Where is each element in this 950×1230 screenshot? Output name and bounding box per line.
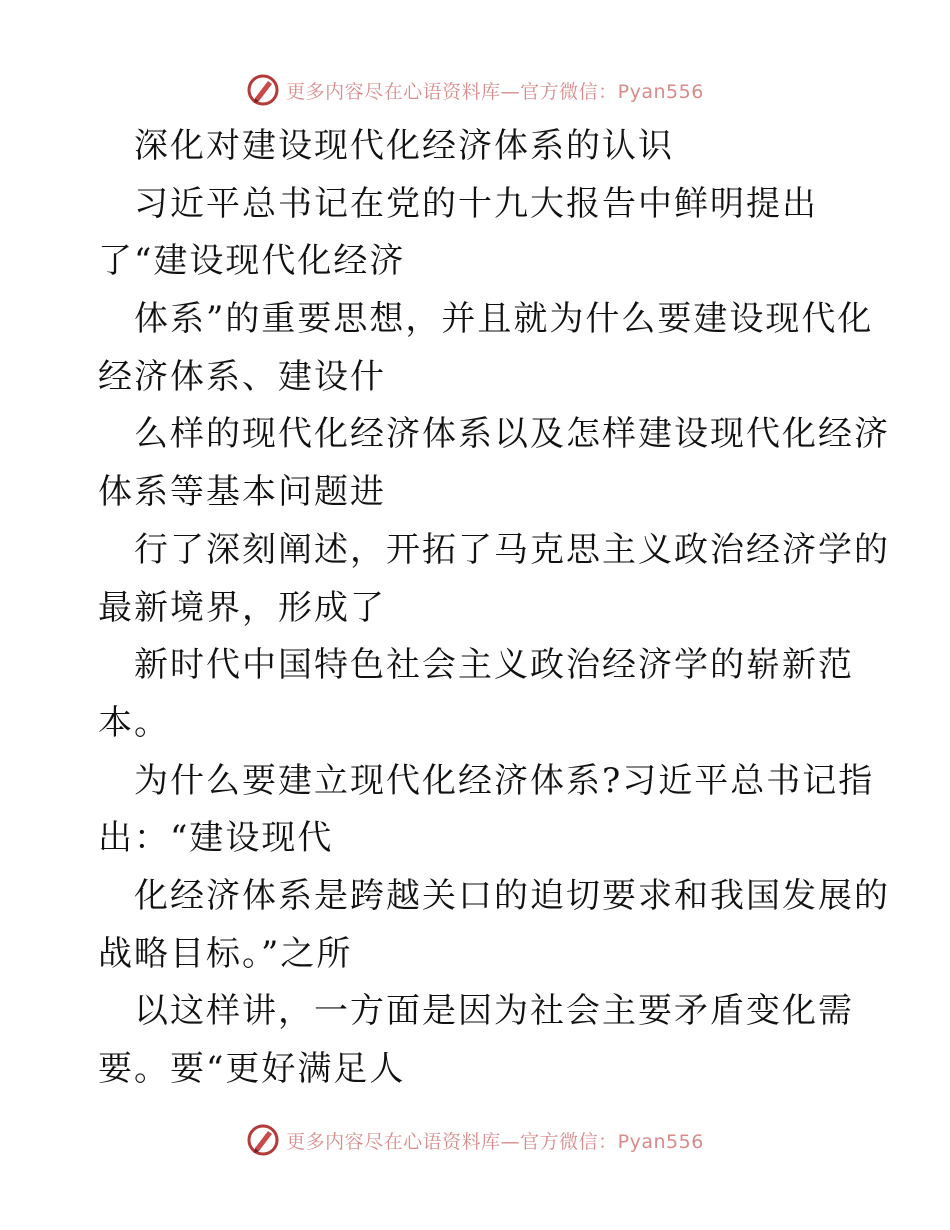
text-line: 为什么要建立现代化经济体系?习近平总书记指 — [134, 760, 875, 801]
pen-logo-icon — [246, 73, 280, 107]
text-line: 了“建设现代化经济 — [98, 241, 406, 282]
text-line: 以这样讲，一方面是因为社会主要矛盾变化需 — [134, 991, 854, 1032]
title-line: 深化对建设现代化经济体系的认识 — [134, 126, 674, 166]
text-line: 最新境界，形成了 — [98, 587, 386, 628]
footer-text: 更多内容尽在心语资料库—官方微信：Pyan556 — [286, 1130, 704, 1153]
document-body — [98, 118, 890, 1099]
text-line: 出：“建设现代 — [98, 818, 334, 859]
header-banner — [0, 70, 950, 110]
text-line: 么样的现代化经济体系以及怎样建设现代化经济 — [134, 414, 890, 455]
text-line: 要。要“更好满足人 — [98, 1049, 406, 1089]
text-line: 体系等基本问题进 — [98, 472, 386, 513]
text-line: 本。 — [98, 702, 170, 743]
text-line: 经济体系、建设什 — [98, 356, 386, 397]
text-line: 体系”的重要思想，并且就为什么要建设现代化 — [134, 299, 874, 340]
footer-banner — [0, 1120, 950, 1160]
text-line: 化经济体系是跨越关口的迫切要求和我国发展的 — [134, 875, 890, 916]
text-line: 新时代中国特色社会主义政治经济学的崭新范 — [134, 645, 854, 686]
pen-logo-icon — [246, 1123, 280, 1157]
text-line: 行了深刻阐述，开拓了马克思主义政治经济学的 — [134, 529, 890, 570]
header-text: 更多内容尽在心语资料库—官方微信：Pyan556 — [286, 80, 704, 103]
text-line: 战略目标。”之所 — [98, 933, 353, 974]
text-line: 习近平总书记在党的十九大报告中鲜明提出 — [134, 183, 818, 224]
